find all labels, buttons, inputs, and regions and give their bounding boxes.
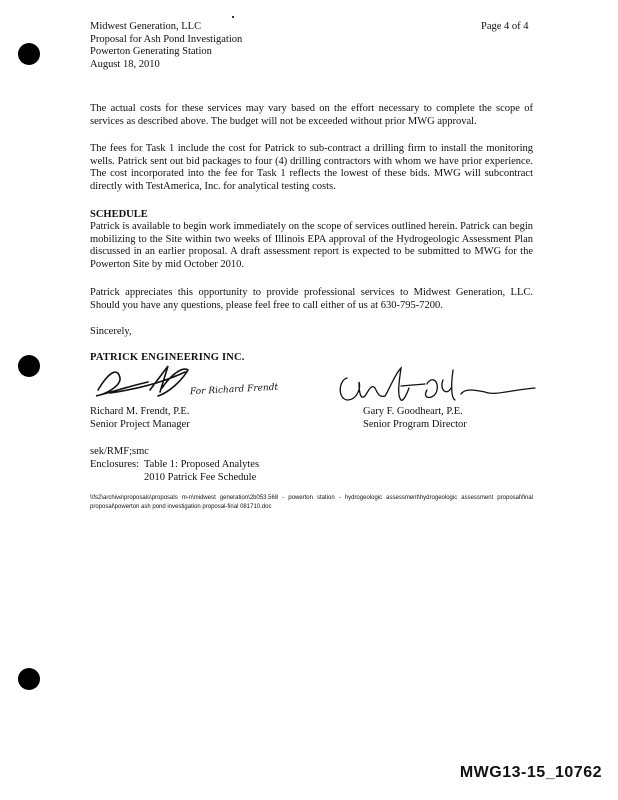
paragraph-schedule: Patrick is available to begin work immediately on the scope of services outlined herein. Patrick can begin mobilizing to the Site within two weeks of Illinois EPA approval of the Hydrogeologic Assessment Plan discussed in an earlier proposal. A draft assessment report is expected to be submitted to MWG for the Powerton Site by mid October 2010. bbox=[90, 221, 533, 270]
signature-left bbox=[90, 360, 210, 405]
signer-name: Richard M. Frendt, P.E. bbox=[90, 406, 190, 417]
page-number: Page 4 of 4 bbox=[481, 21, 529, 32]
header-line: August 18, 2010 bbox=[90, 58, 160, 70]
binder-hole bbox=[18, 668, 40, 690]
signer-name: Gary F. Goodheart, P.E. bbox=[363, 406, 463, 417]
file-path: \\fs2\archive\proposals\proposals m-n\midwest generation\2b053.568 - powerton station - hydrogeologic assessment\hydrogeologic assessment proposal\final proposal\powerton ash pond investigation proposal-final 081710.doc bbox=[90, 495, 533, 510]
letter-header bbox=[90, 21, 242, 71]
paragraph-cost: The actual costs for these services may vary based on the effort necessary to complete the scope of services as described above. The budget will not be exceeded without prior MWG approval. bbox=[90, 103, 533, 127]
closing: Sincerely, bbox=[90, 326, 132, 337]
binder-hole bbox=[18, 43, 40, 65]
signature-annotation: For Richard Frendt bbox=[189, 382, 279, 398]
paragraph-fees: The fees for Task 1 include the cost for Patrick to sub-contract a drilling firm to install the monitoring wells. Patrick sent out bid packages to four (4) drilling contractors with whom we have prior experience. The cost incorporated into the fee for Task 1 reflects the lowest of these bids. MWG will subcontract directly with TestAmerica, Inc. for analytical testing costs. bbox=[90, 143, 533, 192]
bates-stamp: MWG13-15_10762 bbox=[459, 764, 602, 781]
signer-right bbox=[363, 406, 467, 431]
company-name: PATRICK ENGINEERING INC. bbox=[90, 352, 245, 363]
scan-speck bbox=[232, 16, 234, 18]
paragraph-appreciation: Patrick appreciates this opportunity to provide professional services to Midwest Generation, LLC. Should you have any questions, please feel free to call either of us at 630-795-7200. bbox=[90, 287, 533, 311]
header-line: Midwest Generation, LLC bbox=[90, 21, 202, 32]
enclosure-item: Table 1: Proposed Analytes bbox=[144, 459, 260, 470]
signer-left bbox=[90, 406, 190, 431]
schedule-heading: SCHEDULE bbox=[90, 209, 148, 220]
header-line: Proposal for Ash Pond Investigation bbox=[90, 33, 243, 45]
enclosures-label: Enclosures: bbox=[90, 459, 139, 470]
enclosure-item: 2010 Patrick Fee Schedule bbox=[144, 472, 257, 483]
signature-right bbox=[335, 360, 545, 410]
signer-title: Senior Program Director bbox=[363, 418, 467, 430]
binder-hole bbox=[18, 355, 40, 377]
signer-title: Senior Project Manager bbox=[90, 418, 190, 430]
initials: sek/RMF;smc bbox=[90, 446, 149, 457]
header-line: Powerton Generating Station bbox=[90, 46, 212, 58]
